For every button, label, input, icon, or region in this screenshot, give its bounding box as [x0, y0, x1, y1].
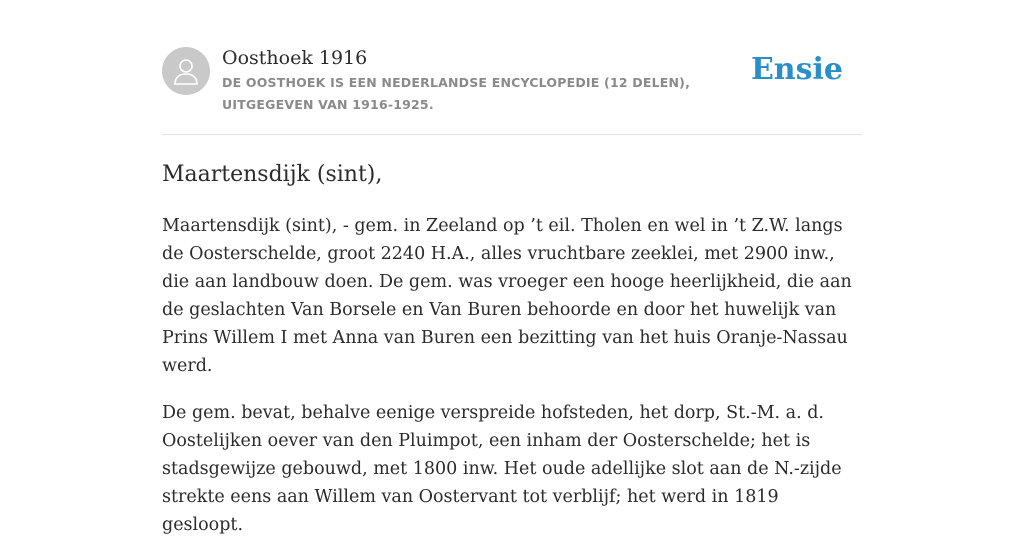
- source-description: DE OOSTHOEK IS EEN NEDERLANDSE ENCYCLOPEDIE (12 DELEN), UITGEGEVEN VAN 1916-1925.: [222, 75, 691, 112]
- source-title[interactable]: Oosthoek 1916: [222, 47, 368, 69]
- entry-paragraph: De gem. bevat, behalve eenige verspreide hofsteden, het dorp, St.-M. a. d. Oostelijken oever van den Pluimpot, een inham der Oosterschelde; het is stadsgewijze gebouwd, met 1800 inw. Het oude adellijke slot aan de N.-zijde strekte eens aan Willem van Oostervant tot verblijf; het werd in 1819 gesloopt.: [162, 403, 842, 535]
- brand-logo[interactable]: Ensie: [750, 52, 843, 87]
- entry-title: Maartensdijk (sint),: [162, 162, 383, 187]
- page-container: [162, 0, 862, 539]
- source-avatar[interactable]: [162, 47, 210, 95]
- user-outline-icon: [173, 57, 199, 85]
- source-header: [162, 0, 862, 135]
- entry-paragraph: Maartensdijk (sint), - gem. in Zeeland op ’t eil. Tholen en wel in ’t Z.W. langs de Oosterschelde, groot 2240 H.A., alles vruchtbare zeeklei, met 2900 inw., die aan landbouw doen. De gem. was vroeger een hooge heerlijkheid, die aan de geslachten Van Borsele en Van Buren behoorde en door het huwelijk van Prins Willem I met Anna van Buren een bezitting van het huis Oranje-Nassau werd.: [162, 216, 852, 376]
